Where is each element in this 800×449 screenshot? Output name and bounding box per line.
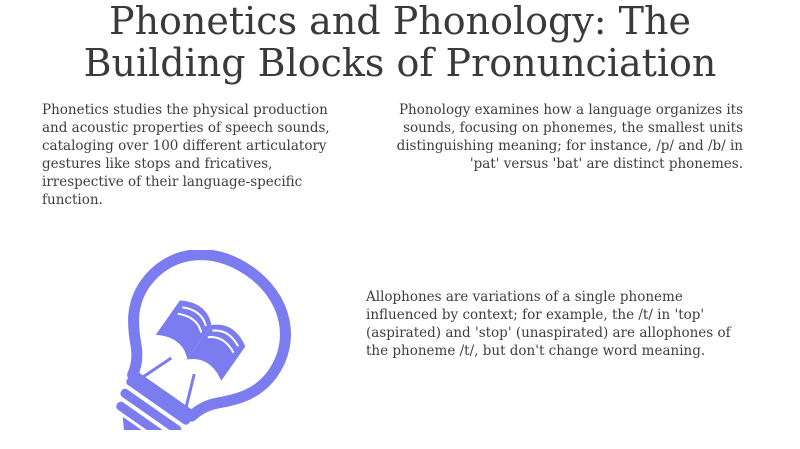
page-title xyxy=(0,0,800,84)
title-line-1: Phonetics and Phonology: The xyxy=(109,0,691,43)
phonetics-paragraph: Phonetics studies the physical production and acoustic properties of speech sounds, cataloging over 100 different articulatory gestures like stops and fricatives, irrespective of their language-specific function. xyxy=(42,102,330,208)
allophones-paragraph: Allophones are variations of a single phoneme influenced by context; for example, the /t/ in 'top' (aspirated) and 'stop' (unaspirated) are allophones of the phoneme /t/, but don't change word meaning. xyxy=(366,289,731,359)
title-line-2: Building Blocks of Pronunciation xyxy=(83,41,717,85)
lightbulb-book-icon xyxy=(98,250,312,430)
phonology-paragraph: Phonology examines how a language organizes its sounds, focusing on phonemes, the smallest units distinguishing meaning; for instance, /p/ and /b/ in 'pat' versus 'bat' are distinct phonemes. xyxy=(396,102,743,172)
